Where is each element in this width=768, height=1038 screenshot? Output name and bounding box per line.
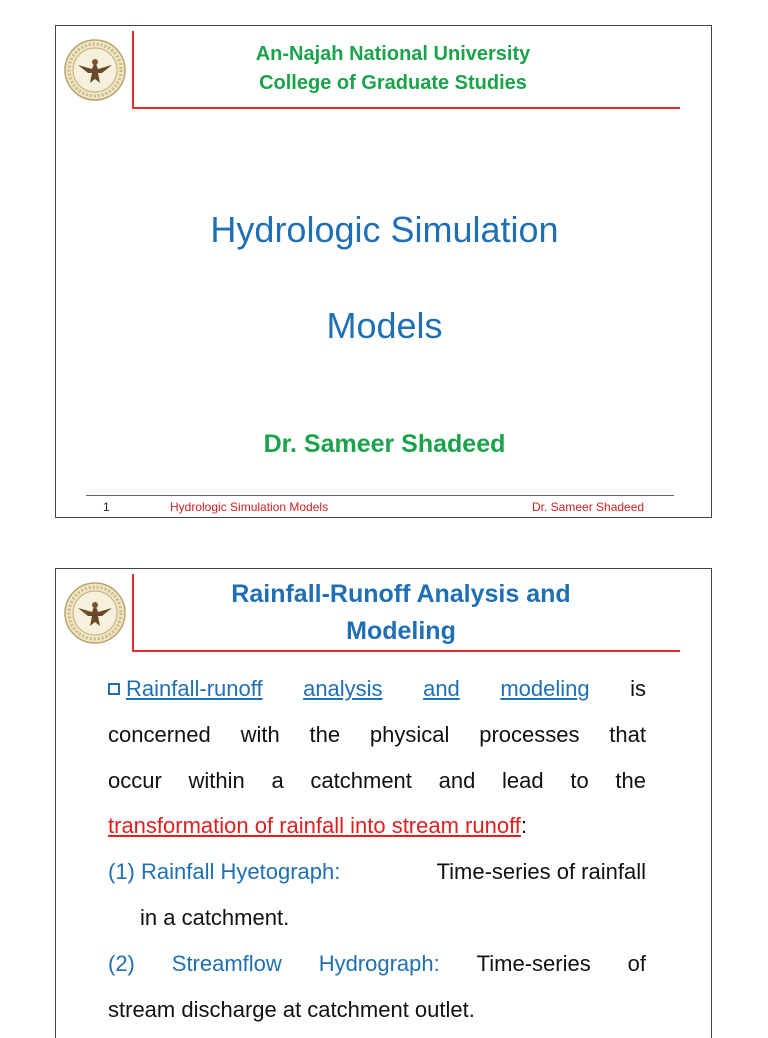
- body-word: the: [309, 721, 341, 747]
- list-item-2: [108, 941, 646, 987]
- highlighted-phrase: transformation of rainfall into stream runoff: [108, 813, 521, 839]
- title-slide: [55, 25, 712, 518]
- body-word: processes: [479, 721, 580, 747]
- university-logo-icon: [64, 582, 126, 644]
- slide-title-line1: Rainfall-Runoff Analysis and: [231, 580, 571, 608]
- footer-divider: [86, 495, 674, 496]
- footer-author: Dr. Sameer Shadeed: [532, 500, 645, 514]
- list-item-label: Hydrograph:: [318, 950, 440, 976]
- footer-page-number: 1: [103, 500, 110, 514]
- college-name: College of Graduate Studies: [259, 72, 527, 94]
- slide-title-line2: Models: [326, 305, 443, 346]
- body-word: to: [570, 767, 589, 793]
- body-word: concerned: [108, 721, 211, 747]
- term-word: analysis: [303, 676, 383, 701]
- body-word: physical: [369, 721, 450, 747]
- university-name: An-Najah National University: [255, 43, 531, 65]
- term-word: Rainfall-runoff: [126, 676, 263, 701]
- body-word: with: [240, 721, 280, 747]
- list-item-text: of: [627, 950, 646, 976]
- university-header: [196, 40, 590, 98]
- punctuation: :: [520, 813, 528, 839]
- body-word: within: [188, 767, 245, 793]
- header-divider-horizontal: [132, 650, 680, 652]
- hollow-square-bullet-icon: [108, 666, 263, 712]
- term-word: and: [423, 676, 460, 701]
- list-item-text: Time-series of rainfall: [436, 859, 646, 885]
- footer-title: Hydrologic Simulation Models: [170, 500, 329, 514]
- header-divider-horizontal: [132, 107, 680, 109]
- body-word: occur: [108, 767, 162, 793]
- paragraph-line-1: [108, 666, 646, 712]
- list-item-2-continuation: stream discharge at catchment outlet.: [108, 996, 475, 1022]
- author-name: Dr. Sameer Shadeed: [263, 430, 506, 458]
- paragraph-line-3: [108, 758, 646, 804]
- body-word: lead: [502, 767, 544, 793]
- body-word: a: [271, 767, 284, 793]
- content-slide: [55, 568, 712, 1038]
- body-word: is: [630, 676, 646, 701]
- university-logo-icon: [64, 39, 126, 101]
- term-word: modeling: [500, 676, 590, 701]
- paragraph-line-4: [108, 803, 646, 849]
- paragraph-line-2: [108, 712, 646, 758]
- slide-body: [108, 666, 646, 1032]
- body-word: catchment: [310, 767, 412, 793]
- list-item-label: Streamflow: [171, 950, 282, 976]
- slide-title: [176, 576, 626, 650]
- header-divider-vertical: [132, 574, 134, 650]
- header-divider-vertical: [132, 31, 134, 107]
- body-word: the: [615, 767, 646, 793]
- list-item-1: [108, 849, 646, 895]
- list-item-label: (2): [108, 950, 135, 976]
- body-word: and: [438, 767, 476, 793]
- list-item-text: Time-series: [476, 950, 591, 976]
- list-item-label: (1) Rainfall Hyetograph:: [108, 859, 341, 885]
- body-word: that: [609, 721, 646, 747]
- slide-title-line1: Hydrologic Simulation: [210, 209, 559, 250]
- slide-title-line2: Modeling: [346, 617, 456, 645]
- list-item-1-continuation: in a catchment.: [140, 904, 290, 930]
